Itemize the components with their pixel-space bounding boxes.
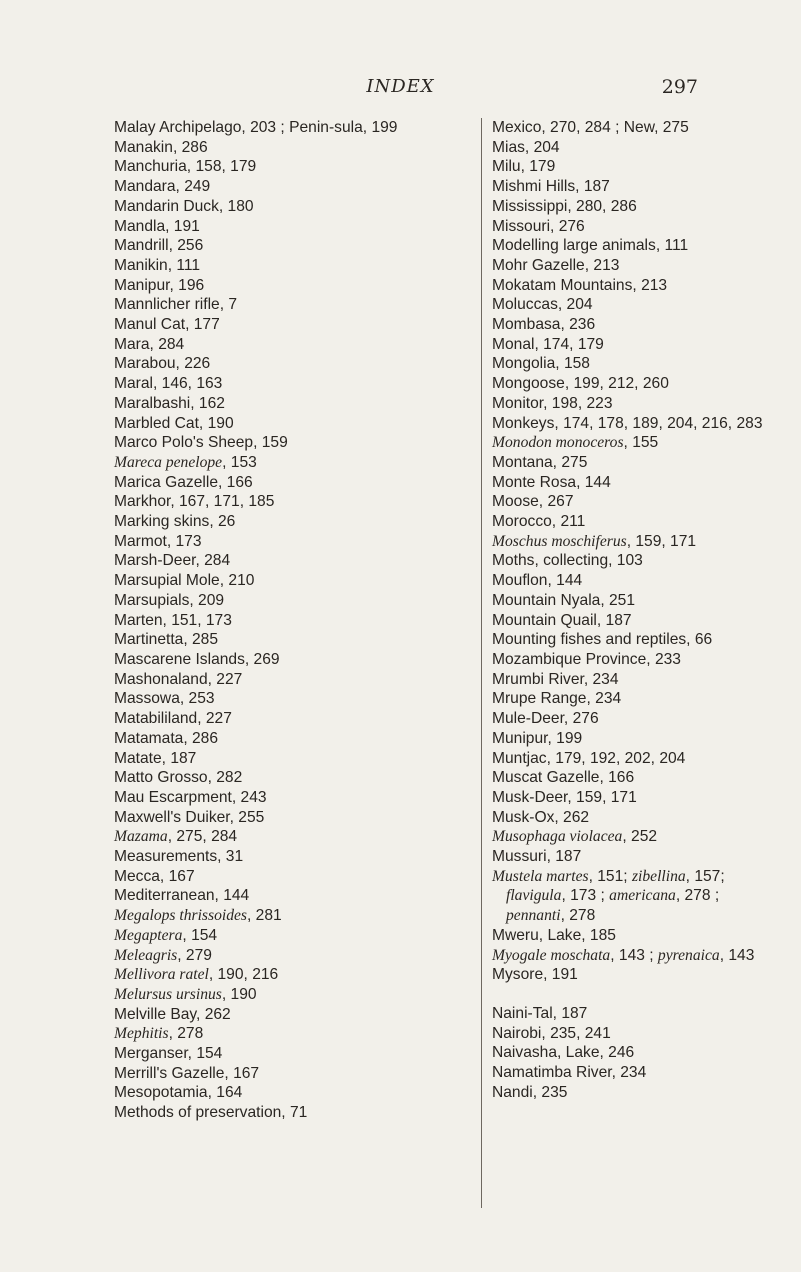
index-entry: Matamata, 286 (114, 729, 219, 747)
index-entry: Manikin, 111 (114, 256, 201, 274)
index-entry: Monitor, 198, 223 (492, 394, 613, 412)
index-entry: Megaptera, 154 (114, 926, 218, 944)
index-entry: Maral, 146, 163 (114, 375, 223, 393)
index-entry: Mouflon, 144 (492, 572, 583, 590)
index-entry: Mussuri, 187 (492, 848, 582, 866)
index-entry: Mississippi, 280, 286 (492, 197, 637, 215)
index-entry: Missouri, 276 (492, 217, 585, 235)
index-entry: Nandi, 235 (492, 1083, 568, 1101)
index-entry: Marica Gazelle, 166 (114, 473, 253, 491)
index-entry: Marsh-Deer, 284 (114, 552, 231, 570)
index-entry: Mustela martes, 151; zibellina, 157; flavigula, 173 ; americana, 278 ; pennanti, 278 (492, 867, 725, 925)
page-number: 297 (661, 76, 698, 98)
index-entry: Mias, 204 (492, 138, 560, 156)
index-entry: Nairobi, 235, 241 (492, 1024, 611, 1042)
index-entry: Moths, collecting, 103 (492, 552, 643, 570)
index-entry: Manakin, 286 (114, 138, 208, 156)
index-entry: Monal, 174, 179 (492, 335, 604, 353)
index-entry: Mexico, 270, 284 ; New, 275 (492, 119, 689, 136)
index-entry: Modelling large animals, 111 (492, 237, 689, 255)
index-entry: Mule-Deer, 276 (492, 710, 599, 728)
index-entry: Maralbashi, 162 (114, 394, 225, 412)
index-entry: Mascarene Islands, 269 (114, 650, 280, 668)
index-entry: Namatimba River, 234 (492, 1064, 647, 1082)
index-entry: Mazama, 275, 284 (114, 828, 238, 846)
index-entry: Manipur, 196 (114, 276, 205, 294)
index-entry: Mesopotamia, 164 (114, 1084, 243, 1102)
index-entry: Marmot, 173 (114, 532, 202, 550)
index-entry: Megalops thrissoides, 281 (114, 907, 282, 925)
index-entry: Mokatam Mountains, 213 (492, 276, 668, 294)
index-entry: Musophaga violacea, 252 (492, 828, 658, 846)
index-entry: Mongoose, 199, 212, 260 (492, 375, 669, 393)
index-entry: Naini-Tal, 187 (492, 1004, 588, 1022)
index-entry: Mecca, 167 (114, 867, 195, 885)
index-entry: Mandara, 249 (114, 178, 211, 196)
index-entry: Matate, 187 (114, 749, 197, 767)
index-entry: Marsupials, 209 (114, 591, 225, 609)
index-entry: Milu, 179 (492, 158, 556, 176)
index-entry: Mephitis, 278 (114, 1025, 204, 1043)
index-entry: Meleagris, 279 (114, 946, 212, 964)
index-entry: Massowa, 253 (114, 690, 215, 708)
running-head (0, 76, 801, 106)
index-entry: Muntjac, 179, 192, 202, 204 (492, 749, 686, 767)
index-entry: Musk-Ox, 262 (492, 808, 590, 826)
index-entry: Musk-Deer, 159, 171 (492, 788, 637, 806)
index-entry: Merrill's Gazelle, 167 (114, 1064, 260, 1082)
index-entry: Mountain Nyala, 251 (492, 591, 636, 609)
index-entry: Munipur, 199 (492, 729, 583, 747)
index-entry: Measurements, 31 (114, 848, 244, 866)
index-entry: Mombasa, 236 (492, 316, 596, 334)
index-entry: Mara, 284 (114, 335, 185, 353)
index-entry: Moschus moschiferus, 159, 171 (492, 532, 697, 550)
index-entry: Melursus ursinus, 190 (114, 985, 257, 1003)
index-entry: Mohr Gazelle, 213 (492, 256, 620, 274)
index-entry: Mediterranean, 144 (114, 887, 250, 905)
index-entry: Maxwell's Duiker, 255 (114, 808, 265, 826)
index-entry: Mandrill, 256 (114, 237, 204, 255)
index-entry: Matabililand, 227 (114, 710, 232, 728)
index-entry: Mweru, Lake, 185 (492, 926, 616, 944)
index-entry: Montana, 275 (492, 453, 588, 471)
index-entry: Marbled Cat, 190 (114, 414, 234, 432)
index-entry: Markhor, 167, 171, 185 (114, 493, 275, 511)
index-column-right (492, 118, 782, 1102)
index-entry: Marsupial Mole, 210 (114, 572, 255, 590)
index-entry: Manul Cat, 177 (114, 316, 220, 334)
index-entry: Myogale moschata, 143 ; pyrenaica, 143 (492, 946, 755, 964)
index-entry: Mongolia, 158 (492, 355, 590, 373)
index-entry: Mounting fishes and reptiles, 66 (492, 631, 713, 649)
index-entry: Monte Rosa, 144 (492, 473, 611, 491)
index-entry: Marabou, 226 (114, 355, 211, 373)
index-entry: Mandla, 191 (114, 217, 200, 235)
index-entry: Melville Bay, 262 (114, 1005, 231, 1023)
index-entry: Mysore, 191 (492, 966, 578, 984)
index-entry: Naivasha, Lake, 246 (492, 1044, 635, 1062)
index-entry: Matto Grosso, 282 (114, 769, 243, 787)
index-entry: Mareca penelope, 153 (114, 453, 257, 471)
index-entry: Marten, 151, 173 (114, 611, 232, 629)
index-entry: Mishmi Hills, 187 (492, 178, 610, 196)
index-entry: Moluccas, 204 (492, 296, 593, 314)
index-entry: Mau Escarpment, 243 (114, 788, 267, 806)
index-entry: Martinetta, 285 (114, 631, 219, 649)
index-entry: Merganser, 154 (114, 1045, 223, 1063)
index-entry: Morocco, 211 (492, 513, 586, 531)
index-entry: Methods of preservation, 71 (114, 1104, 308, 1122)
index-entry: Mozambique Province, 233 (492, 650, 681, 668)
index-entry: Mandarin Duck, 180 (114, 197, 254, 215)
index-entry: Mountain Quail, 187 (492, 611, 632, 629)
index-entry: Mellivora ratel, 190, 216 (114, 966, 279, 984)
index-entry: Mannlicher rifle, 7 (114, 296, 238, 314)
index-entry: Monodon monoceros, 155 (492, 434, 659, 452)
column-divider (481, 118, 482, 1208)
index-entry: Mrupe Range, 234 (492, 690, 622, 708)
index-entry: Mashonaland, 227 (114, 670, 243, 688)
letter-section-gap (492, 985, 782, 1004)
index-entry: Marco Polo's Sheep, 159 (114, 434, 288, 452)
running-title: INDEX (366, 76, 435, 97)
index-entry: Mrumbi River, 234 (492, 670, 619, 688)
index-column-left (114, 118, 470, 1123)
index-entry: Marking skins, 26 (114, 513, 236, 531)
index-entry: Manchuria, 158, 179 (114, 158, 257, 176)
index-entry: Malay Archipelago, 203 ; Penin-sula, 199 (114, 119, 398, 136)
index-entry: Monkeys, 174, 178, 189, 204, 216, 283 (492, 414, 763, 432)
index-entry: Muscat Gazelle, 166 (492, 769, 635, 787)
index-entry: Moose, 267 (492, 493, 574, 511)
